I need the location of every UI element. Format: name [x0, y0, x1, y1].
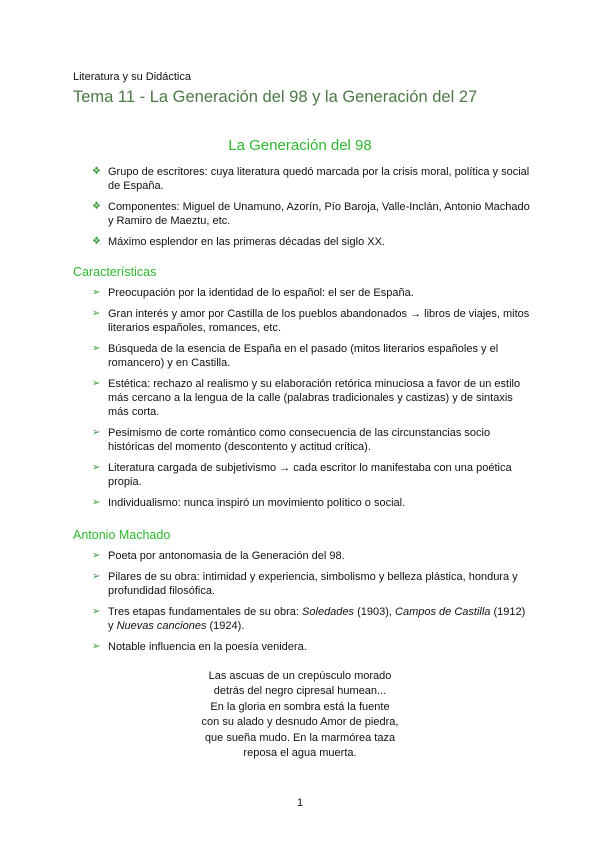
text: (1924).	[206, 620, 245, 632]
list-item	[92, 307, 532, 335]
caracteristicas-list	[92, 286, 532, 517]
item-text: Búsqueda de la esencia de España en el pasado (mitos literarios españoles y el romancero) y en Castilla.	[108, 343, 499, 369]
arrowhead-bullet-icon: ➢	[92, 462, 101, 473]
item-text: Grupo de escritores: cuya literatura quedó marcada por la crisis moral, política y social de España.	[108, 166, 530, 192]
item-text: Estética: rechazo al realismo y su elaboración retórica minuciosa a favor de un estilo más cercano a la lengua de la calle (palabras tradicionales y castizas) y de sintaxis más corta.	[108, 378, 521, 418]
arrowhead-bullet-icon: ➢	[92, 571, 101, 582]
arrowhead-bullet-icon: ➢	[92, 343, 101, 354]
text: (1903),	[354, 606, 396, 618]
poem-line: detrás del negro cipresal humean...	[213, 685, 387, 698]
arrowhead-bullet-icon: ➢	[92, 287, 101, 298]
work-title: Soledades	[302, 606, 355, 618]
item-text	[108, 606, 525, 632]
poem-line: En la gloria en sombra está la fuente	[210, 700, 390, 713]
heading-caracteristicas: Características	[73, 265, 157, 279]
list-item	[92, 640, 532, 654]
item-text: Poeta por antonomasia de la Generación del 98.	[108, 550, 345, 562]
list-item	[92, 426, 532, 454]
poem	[0, 669, 600, 761]
heading-antonio-machado: Antonio Machado	[73, 528, 171, 542]
diamond-bullet-icon: ❖	[92, 166, 101, 177]
arrowhead-bullet-icon: ➢	[92, 550, 101, 561]
item-text: Componentes: Miguel de Unamuno, Azorín, Pío Baroja, Valle-Inclán, Antonio Machado y Ramiro de Maeztu, etc.	[108, 201, 530, 227]
arrowhead-bullet-icon: ➢	[92, 308, 101, 319]
arrowhead-bullet-icon: ➢	[92, 427, 101, 438]
item-text: Pesimismo de corte romántico como consecuencia de las circunstancias socio históricas del momento (descontento y actitud crítica).	[108, 427, 491, 453]
work-title: Campos de Castilla	[395, 606, 491, 618]
arrowhead-bullet-icon: ➢	[92, 606, 101, 617]
list-item	[92, 342, 532, 370]
list-item	[92, 377, 532, 419]
arrowhead-bullet-icon: ➢	[92, 378, 101, 389]
document-title: Tema 11 - La Generación del 98 y la Generación del 27	[73, 88, 478, 106]
list-item	[92, 496, 532, 510]
item-text: Máximo esplendor en las primeras décadas del siglo XX.	[108, 236, 385, 248]
list-item	[92, 549, 532, 563]
list-item	[92, 165, 532, 193]
machado-list	[92, 549, 532, 661]
list-item	[92, 286, 532, 300]
course-name: Literatura y su Didáctica	[73, 71, 191, 83]
item-text: Literatura cargada de subjetivismo → cada escritor lo manifestaba con una poética propia.	[108, 462, 512, 488]
arrowhead-bullet-icon: ➢	[92, 641, 101, 652]
page-number: 1	[296, 797, 304, 809]
item-text: Individualismo: nunca inspiró un movimiento político o social.	[108, 497, 406, 509]
poem-line: que sueña mudo. En la marmórea taza	[204, 731, 396, 744]
poem-line: Las ascuas de un crepúsculo morado	[208, 670, 392, 682]
diamond-bullet-icon: ❖	[92, 201, 101, 212]
item-text: Gran interés y amor por Castilla de los pueblos abandonados → libros de viajes, mitos literarios españoles, romances, etc.	[108, 308, 530, 334]
list-item	[92, 461, 532, 489]
item-text: Notable influencia en la poesía venidera.	[108, 641, 307, 653]
text: (1912) y	[108, 606, 526, 632]
item-text: Preocupación por la identidad de lo español: el ser de España.	[108, 287, 414, 299]
list-item	[92, 570, 532, 598]
list-item	[92, 200, 532, 228]
item-text: Pilares de su obra: intimidad y experiencia, simbolismo y belleza plástica, hondura y profundidad filosófica.	[108, 571, 518, 597]
list-item	[92, 605, 532, 633]
diamond-bullet-icon: ❖	[92, 236, 101, 247]
section-title: La Generación del 98	[228, 137, 372, 154]
poem-line: con su alado y desnudo Amor de piedra,	[201, 716, 399, 729]
list-item	[92, 235, 532, 249]
arrowhead-bullet-icon: ➢	[92, 497, 101, 508]
work-title: Nuevas canciones	[116, 620, 207, 632]
intro-list	[92, 165, 532, 256]
text: Tres etapas fundamentales de su obra:	[108, 606, 303, 618]
poem-line: reposa el agua muerta.	[243, 747, 357, 760]
